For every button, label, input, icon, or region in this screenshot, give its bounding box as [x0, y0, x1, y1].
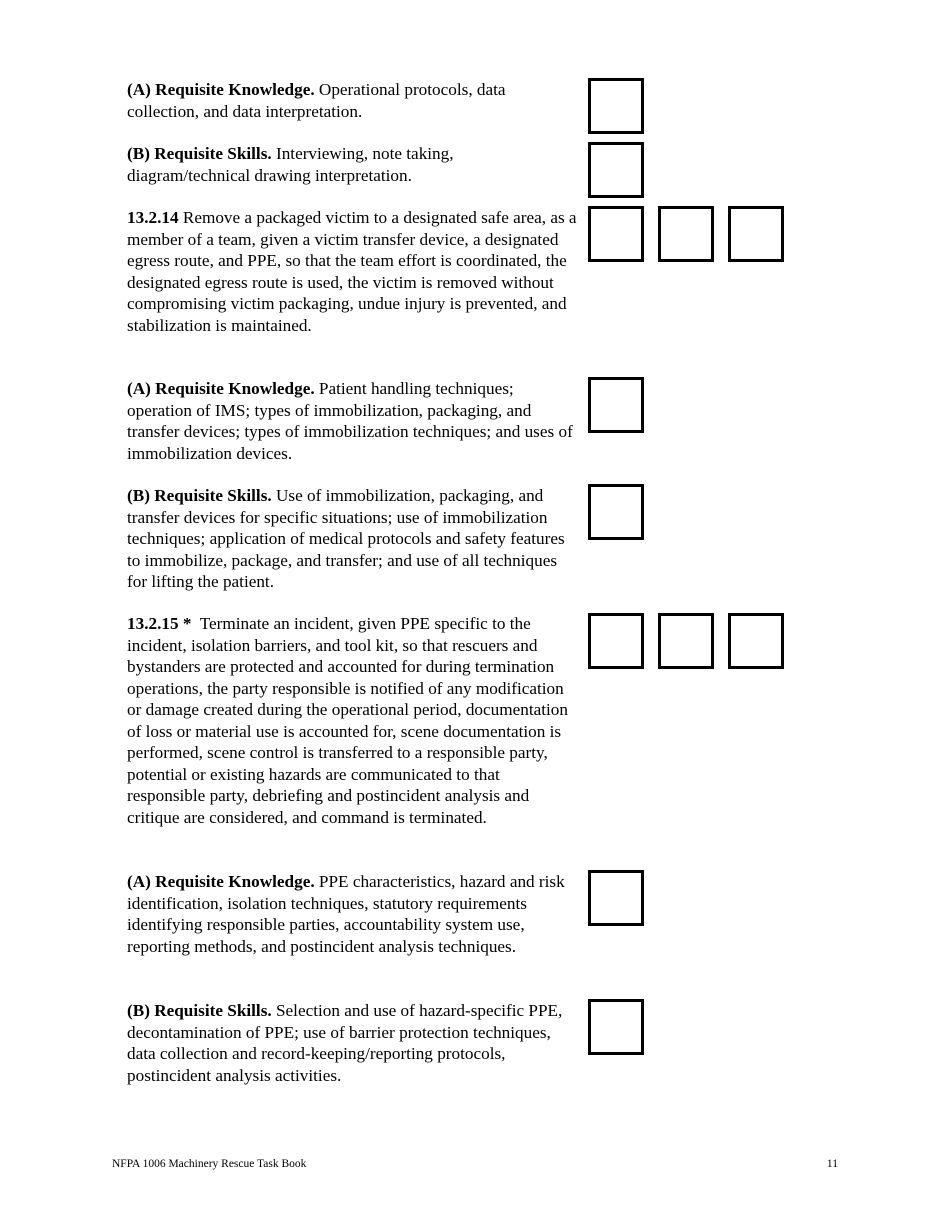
section-label: (A) Requisite Knowledge.	[127, 872, 315, 891]
signoff-checkbox-1[interactable]	[588, 613, 644, 669]
section-text: Selection and use of hazard-specific PPE, decontamination of PPE; use of barrier protection techniques, data collection and record-keeping/reporting protocols, postincident analysis activities.	[127, 1001, 563, 1085]
signoff-checkbox-2[interactable]	[658, 206, 714, 262]
section-text: Operational protocols, data collection, and data interpretation.	[127, 80, 506, 121]
signoff-checkbox-2[interactable]	[658, 613, 714, 669]
signoff-checkbox-3[interactable]	[728, 206, 784, 262]
signoff-checkbox[interactable]	[588, 377, 644, 433]
section-label: 13.2.15 *	[127, 614, 192, 633]
knowledge-paragraph	[127, 79, 577, 122]
section-label: (B) Requisite Skills.	[127, 486, 272, 505]
signoff-checkbox-3[interactable]	[728, 613, 784, 669]
signoff-checkbox[interactable]	[588, 484, 644, 540]
jpr-13-2-15-paragraph	[127, 613, 577, 828]
section-text: Terminate an incident, given PPE specific to the incident, isolation barriers, and tool kit, so that rescuers and bystanders are protected and accounted for during termination operations, the party responsible is notified of any modification or damage created during the operational period, documentation of loss or material use is accounted for, scene documentation is performed, scene control is transferred to a responsible party, potential or existing hazards are communicated to that responsible party, debriefing and postincident analysis and critique are considered, and command is terminated.	[127, 614, 573, 827]
signoff-checkbox[interactable]	[588, 78, 644, 134]
section-label: 13.2.14	[127, 208, 179, 227]
section-label: (B) Requisite Skills.	[127, 144, 272, 163]
jpr-13-2-14-paragraph	[127, 207, 577, 336]
section-label: (B) Requisite Skills.	[127, 1001, 272, 1020]
section-label: (A) Requisite Knowledge.	[127, 80, 315, 99]
section-text: Use of immobilization, packaging, and transfer devices for specific situations; use of immobilization techniques; application of medical protocols and safety features to immobilize, package, and transfer; and use of all techniques for lifting the patient.	[127, 486, 565, 591]
section-text: PPE characteristics, hazard and risk identification, isolation techniques, statutory requirements identifying responsible parties, accountability system use, reporting methods, and postincident analysis techniques.	[127, 872, 565, 956]
section-text: Patient handling techniques; operation of IMS; types of immobilization, packaging, and transfer devices; types of immobilization techniques; and uses of immobilization devices.	[127, 379, 573, 463]
signoff-checkbox[interactable]	[588, 999, 644, 1055]
knowledge-paragraph	[127, 378, 577, 464]
signoff-checkbox[interactable]	[588, 870, 644, 926]
signoff-checkbox-1[interactable]	[588, 206, 644, 262]
knowledge-paragraph	[127, 871, 577, 957]
skills-paragraph	[127, 485, 577, 593]
skills-paragraph	[127, 1000, 577, 1086]
section-text: Interviewing, note taking, diagram/technical drawing interpretation.	[127, 144, 454, 185]
skills-paragraph	[127, 143, 577, 186]
signoff-checkbox[interactable]	[588, 142, 644, 198]
page-number: 11	[826, 1158, 838, 1170]
footer-title: NFPA 1006 Machinery Rescue Task Book	[112, 1158, 307, 1170]
section-text: Remove a packaged victim to a designated safe area, as a member of a team, given a victim transfer device, a designated egress route, and PPE, so that the team effort is coordinated, the designated egress route is used, the victim is removed without compromising victim packaging, undue injury is prevented, and stabilization is maintained.	[127, 208, 577, 335]
section-label: (A) Requisite Knowledge.	[127, 379, 315, 398]
